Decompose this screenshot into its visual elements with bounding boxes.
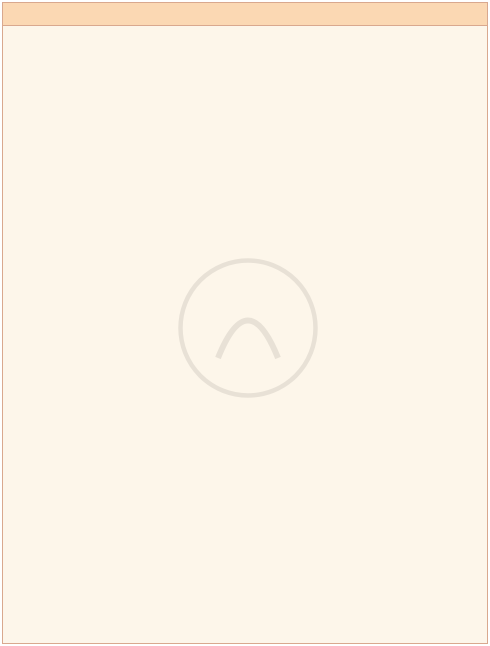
watermark-logo [173, 253, 323, 403]
title-row [3, 3, 487, 26]
table-of-contents [2, 2, 488, 644]
